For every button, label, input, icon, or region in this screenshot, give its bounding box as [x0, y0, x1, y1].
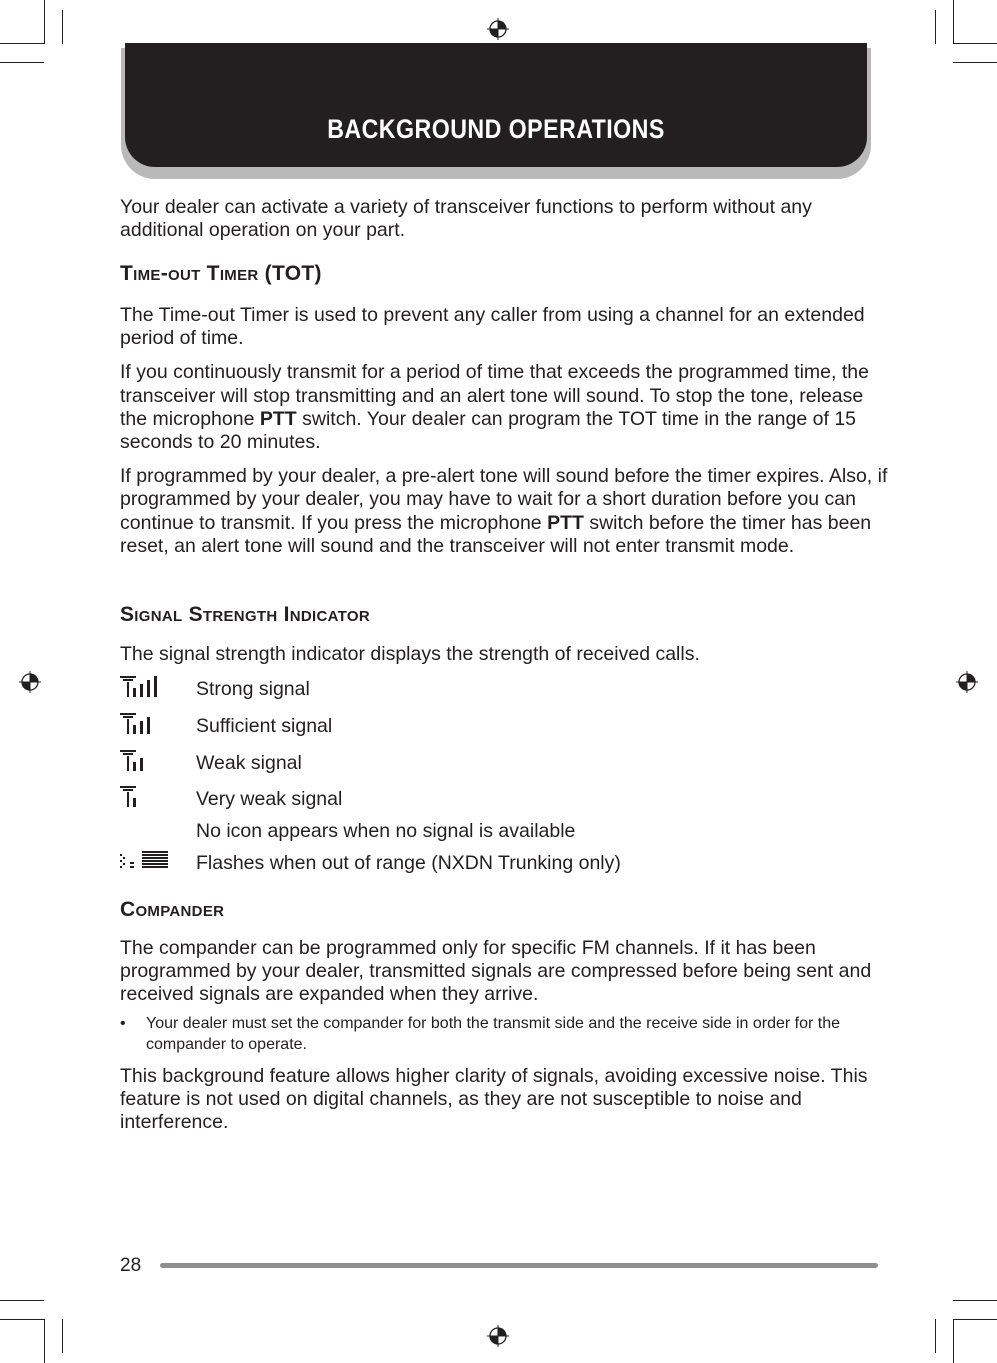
crop-mark [44, 1319, 45, 1363]
intro-text: Your dealer can activate a variety of transceiver functions to perform without any additional operation on your part. [120, 196, 812, 242]
crop-mark [62, 10, 63, 44]
tot-p2-text-a: If you continuously transmit for a period of time that exceeds the programmed time, the transceiver will stop transmitting and an alert tone will sound. To stop the tone, release the microphone [120, 361, 869, 430]
signal-4-bars-icon [120, 674, 170, 700]
section-heading-signal-strength: Signal Strength Indicator [120, 603, 370, 626]
signal-1-bar-icon [120, 784, 170, 810]
tot-paragraph-1: The Time-out Timer is used to prevent any caller from using a channel for an extended period of time. [120, 304, 865, 350]
crop-mark [953, 1300, 997, 1301]
crop-mark [0, 62, 44, 63]
signal-label: Flashes when out of range (NXDN Trunking only) [196, 852, 621, 874]
footer-rule [160, 1263, 878, 1268]
crop-mark [0, 43, 44, 44]
out-of-range-icon [120, 848, 170, 874]
signal-label: Strong signal [196, 678, 310, 700]
signal-label: Weak signal [196, 752, 302, 774]
section-heading-tot: Time-out Timer (TOT) [120, 262, 322, 285]
compander-text: This background feature allows higher clarity of signals, avoiding excessive noise. This feature is not used on digital channels, as they are not susceptible to noise and interference. [120, 1065, 868, 1134]
signal-3-bars-icon [120, 711, 170, 737]
compander-text: The compander can be programmed only for specific FM channels. If it has been programmed by your dealer, transmitted signals are compressed before being sent and received signals are expanded when they arrive. [120, 937, 872, 1006]
tot-section [120, 304, 890, 558]
crop-mark [62, 1319, 63, 1353]
bullet: • [120, 1015, 126, 1032]
crop-mark [935, 1319, 936, 1353]
crop-mark [935, 10, 936, 44]
registration-mark-icon [19, 671, 41, 693]
note-text: Your dealer must set the compander for both the transmit side and the receive side in order for the compander to operate. [146, 1015, 841, 1053]
crop-mark [953, 43, 997, 44]
section-heading-compander: Compander [120, 898, 225, 921]
registration-mark-icon [487, 1325, 509, 1347]
tot-paragraph-2 [120, 361, 890, 454]
signal-2-bars-icon [120, 748, 170, 774]
page-number: 28 [120, 1255, 142, 1276]
registration-mark-icon [487, 18, 509, 40]
crop-mark [44, 0, 45, 44]
crop-mark [953, 1319, 997, 1320]
tot-p3-text-a: If programmed by your dealer, a pre-alert tone will sound before the timer expires. Also, if programmed by your dealer, you may have to wait for a short duration before you can continue to transmit. If you press the microphone [120, 465, 888, 534]
signal-label: Sufficient signal [196, 715, 333, 737]
ptt-label: PTT [259, 407, 297, 430]
tot-paragraph-3 [120, 465, 890, 558]
crop-mark [0, 1300, 44, 1301]
tot-p3-text-b: switch before the timer has been reset, an alert tone will sound and the transceiver will not enter transmit mode. [120, 511, 872, 557]
header-banner [125, 43, 867, 167]
ptt-label: PTT [547, 511, 584, 534]
registration-mark-icon [956, 671, 978, 693]
compander-paragraph-1 [120, 937, 890, 1007]
signal-label: No icon appears when no signal is available [196, 820, 576, 842]
crop-mark [953, 1319, 954, 1363]
ssi-intro-text: The signal strength indicator displays the strength of received calls. [120, 643, 700, 665]
crop-mark [0, 1319, 44, 1320]
tot-p2-text-b: switch. Your dealer can program the TOT time in the range of 15 seconds to 20 minutes. [120, 407, 857, 454]
compander-paragraph-2 [120, 1065, 890, 1135]
crop-mark [953, 0, 954, 44]
ssi-intro [120, 643, 890, 666]
crop-mark [953, 62, 997, 63]
intro-paragraph [120, 196, 890, 242]
signal-label: Very weak signal [196, 788, 343, 810]
page-title: BACKGROUND OPERATIONS [327, 114, 665, 144]
